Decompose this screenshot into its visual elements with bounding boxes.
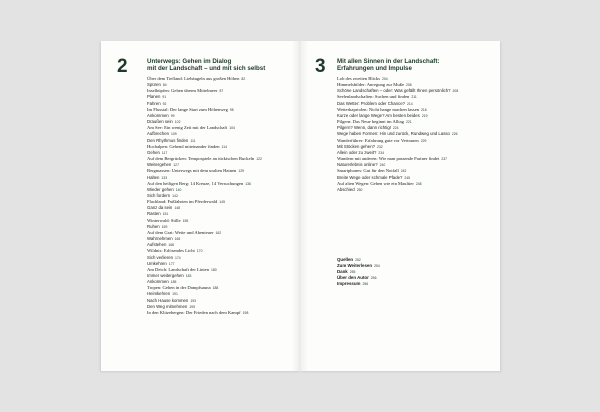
toc-entry-page-number: 240 [379,163,386,168]
toc-entry-title: Planen [147,94,161,100]
toc-entry-page-number: 133 [161,175,168,180]
toc-entry-page-number: 237 [441,157,447,162]
toc-entry-page-number: 140 [175,187,182,192]
toc-entry-page-number: 254 [374,264,380,269]
toc-entry-title: Wetterkapriolen: Nicht hange machen lassen [337,106,420,112]
toc-entry-title: Naturerlebnis online? [337,162,378,168]
toc-entry-title: Allein oder zu zweit? [337,149,377,155]
toc-entry-page-number: 248 [415,181,422,186]
toc-entry-title: Ganz da sein [147,205,173,211]
toc-entry-page-number: 180 [211,267,217,272]
toc-list-right [337,76,458,193]
toc-entry-page-number: 117 [161,150,168,155]
toc-entry-title: Smartphones: Gut für den Notfall [337,168,399,174]
toc-entry-title: Auf den heiligen Berg: 14 Kreuze, 14 Versuchungen [147,180,244,186]
toc-entry-title: Ankommen [147,279,169,285]
toc-entry-page-number: 221 [405,120,412,125]
toc-entry-page-number: 82 [241,77,246,81]
toc-entry-page-number: 155 [182,218,189,223]
toc-entry-page-number: 111 [190,138,196,143]
toc-entry-title: Rasten [147,211,161,217]
toc-entry-page-number: 159 [161,224,168,229]
toc-entry-title: Gehen [147,149,160,155]
toc-entry-title: Immer weitergehen [147,273,184,278]
toc-entry-title: Bergmassen: Unterwegs mit dem uralten Hainen [147,168,237,174]
toc-entry-title: Impressum [337,281,361,287]
toc-entry-page-number: 145 [219,200,225,205]
toc-entry-page-number: 224 [392,126,399,131]
toc-entry-title: Himmelsbilder: Anregung zur Muße [337,82,404,88]
toc-entry-page-number: 142 [172,193,178,198]
toc-entry-title: Spüren [147,82,161,88]
toc-entry-page-number: 183 [185,274,192,278]
toc-entry-page-number: 242 [400,169,407,174]
chapter-title-right: Mit allen Sinnen in der Landschaft: Erfahrungen und Impulse [337,58,440,73]
toc-entry-title: Nach Hause kommen [147,297,189,303]
toc-entry-page-number: 204 [382,77,388,81]
toc-entry-title: Kurze oder lange Wege? Am besten beides [337,112,420,118]
toc-entry-title: Auf dem Grat: Weite und Abenteuer [147,229,214,235]
toc-entry-title: Umkehren [147,260,167,266]
toc-entry-title: Den Rhythmus finden [147,137,189,143]
toc-entry-title: Winterwald: Stille [147,217,181,223]
toc-entry [147,310,262,316]
toc-entry-page-number: 229 [420,138,427,143]
toc-entry-title: Flachland: Fußfahrten im Pferderwald [147,199,218,205]
toc-entry-page-number: 185 [170,280,177,285]
toc-entry-title: Lob des zweiten Blicks [337,76,380,81]
toc-entry-page-number: 219 [421,113,428,118]
toc-entry-page-number: 148 [174,206,180,211]
toc-entry-title: Zum Weiterlesen [337,263,373,269]
toc-entry-page-number: 188 [212,286,219,291]
toc-entry-title: Über dem Tiefland: Liebäugeln aus großen Höhen [147,76,240,81]
backmatter-entry [337,281,380,287]
toc-entry-page-number: 214 [407,101,413,106]
toc-entry-page-number: 127 [173,163,179,168]
toc-entry-title: Über den Autor [337,275,369,281]
toc-entry-page-number: 211 [411,95,417,100]
toc-entry-page-number: 208 [452,89,459,94]
toc-entry [337,187,458,193]
toc-entry-title: Ankommen [147,112,169,118]
toc-entry-title: Am See: Ein wenig Zeit mit der Landschaft [147,125,228,131]
toc-entry-title: Abschied [337,186,355,192]
toc-entry-title: Schöne Landschaften – oder: Was gefällt Ihnen persönlich? [337,88,451,94]
toc-entry-title: Den Weg mitnehmen [147,303,188,309]
toc-entry-page-number: 136 [245,181,251,186]
toc-entry-title: Wieder gehen [147,186,174,192]
toc-entry-title: Wildnis: Erlösendes Licht [147,248,195,254]
toc-entry-page-number: 198 [242,310,249,315]
toc-entry-page-number: 255 [349,270,356,275]
toc-entry-title: Halten [147,174,160,180]
toc-entry-page-number: 87 [219,89,224,94]
toc-list-left [147,76,262,316]
toc-entry-page-number: 151 [162,212,169,217]
toc-entry-page-number: 191 [172,292,178,297]
toc-entry-page-number: 92 [162,101,167,106]
toc-entry-title: Inselhüpfen: Gehen überm Mittelmeer [147,88,218,94]
toc-entry-page-number: 95 [229,107,234,112]
chapter-number-right: 3 [315,56,326,77]
backmatter-list [337,257,380,287]
toc-entry-title: Wahrnehmen [147,236,173,242]
toc-entry-page-number: 99 [170,113,175,118]
toc-entry-page-number: 170 [196,249,203,254]
chapter-title-left: Unterwegs: Gehen im Dialog mit der Landschaft – und mit sich selbst [147,58,266,73]
toc-entry-page-number: 165 [174,237,181,242]
toc-entry-title: Hochalpen: Gehend miteinander finden [147,143,220,149]
toc-entry-title: Das Wetter: Problem oder Chance? [337,100,405,106]
toc-entry-title: Auf alten Wegen: Gehen wie ein Maultier [337,180,414,186]
toc-entry-page-number: 122 [256,157,262,162]
toc-entry-title: Wanderführer: Erfahrung gute vor Vertrauen [337,137,419,143]
toc-entry-title: Sich fordern [147,192,171,198]
toc-entry-page-number: 256 [370,276,377,281]
toc-entry-title: Tropen: Gehen in der Dampfsauna [147,285,211,291]
toc-entry-page-number: 234 [378,150,385,155]
toc-entry-title: Auf dem Bergrücken: Tempospiele an tückischen Buckeln [147,156,255,162]
toc-entry-title: Im Flusstal: Der lange Start zum Höhenweg [147,106,228,112]
toc-entry-title: In den Klitzebergen: Der Frieden nach dem Kampf [147,309,241,315]
toc-entry-page-number: 250 [356,187,363,192]
toc-entry-page-number: 252 [355,258,361,262]
toc-entry-title: Breite Wege oder schmale Pfade? [337,174,403,180]
toc-entry-title: Draußen sein [147,119,173,125]
toc-entry-title: Quellen [337,257,354,262]
toc-entry-page-number: 168 [168,243,175,248]
toc-entry-title: Pilgern? Wenn, dann richtig! [337,125,391,131]
toc-entry-title: Wege haben Formen: Hin und zurück, Rundweg und Lasso [337,131,450,137]
toc-entry-page-number: 177 [168,261,175,266]
toc-entry-title: Pilgern: Das Neue beginnt im Alltag [337,119,404,125]
toc-entry-title: Mit Stöcken gehen? [337,143,375,149]
toc-entry-page-number: 216 [421,107,427,112]
toc-entry-page-number: 162 [215,230,222,235]
toc-entry-page-number: 195 [189,304,195,309]
chapter-number-left: 2 [117,56,128,77]
toc-entry-page-number: 256 [362,282,369,287]
toc-entry-title: Aufbrechen [147,131,169,137]
toc-entry-title: Weitergehen [147,162,172,168]
toc-entry-title: Heimkehren [147,291,171,297]
toc-entry-page-number: 206 [405,83,412,88]
toc-entry-title: Fahren [147,100,161,106]
toc-entry-page-number: 109 [170,132,177,137]
toc-entry-page-number: 245 [404,175,411,180]
toc-entry-title: Ruhen [147,223,160,229]
toc-entry-page-number: 114 [221,144,227,149]
toc-entry-page-number: 226 [451,132,458,137]
toc-entry-title: Dank [337,269,348,275]
toc-entry-title: Sich verlieren [147,254,174,260]
toc-entry-page-number: 193 [190,298,196,303]
toc-entry-page-number: 104 [229,126,235,131]
toc-entry-title: Aufstehen [147,242,167,248]
toc-entry-page-number: 174 [175,255,181,260]
toc-entry-page-number: 91 [162,95,167,100]
toc-entry-title: Am Deich: Landschaft der Linien [147,266,209,272]
toc-entry-page-number: 232 [376,144,383,149]
toc-entry-page-number: 129 [238,169,245,174]
toc-entry-page-number: 84 [162,83,167,88]
toc-entry-title: Seelenlandschaften: Suchen und finden [337,94,410,100]
toc-entry-title: Wandern mit anderen: Wie man passende Partner findet [337,156,440,162]
toc-entry-page-number: 102 [174,120,181,125]
